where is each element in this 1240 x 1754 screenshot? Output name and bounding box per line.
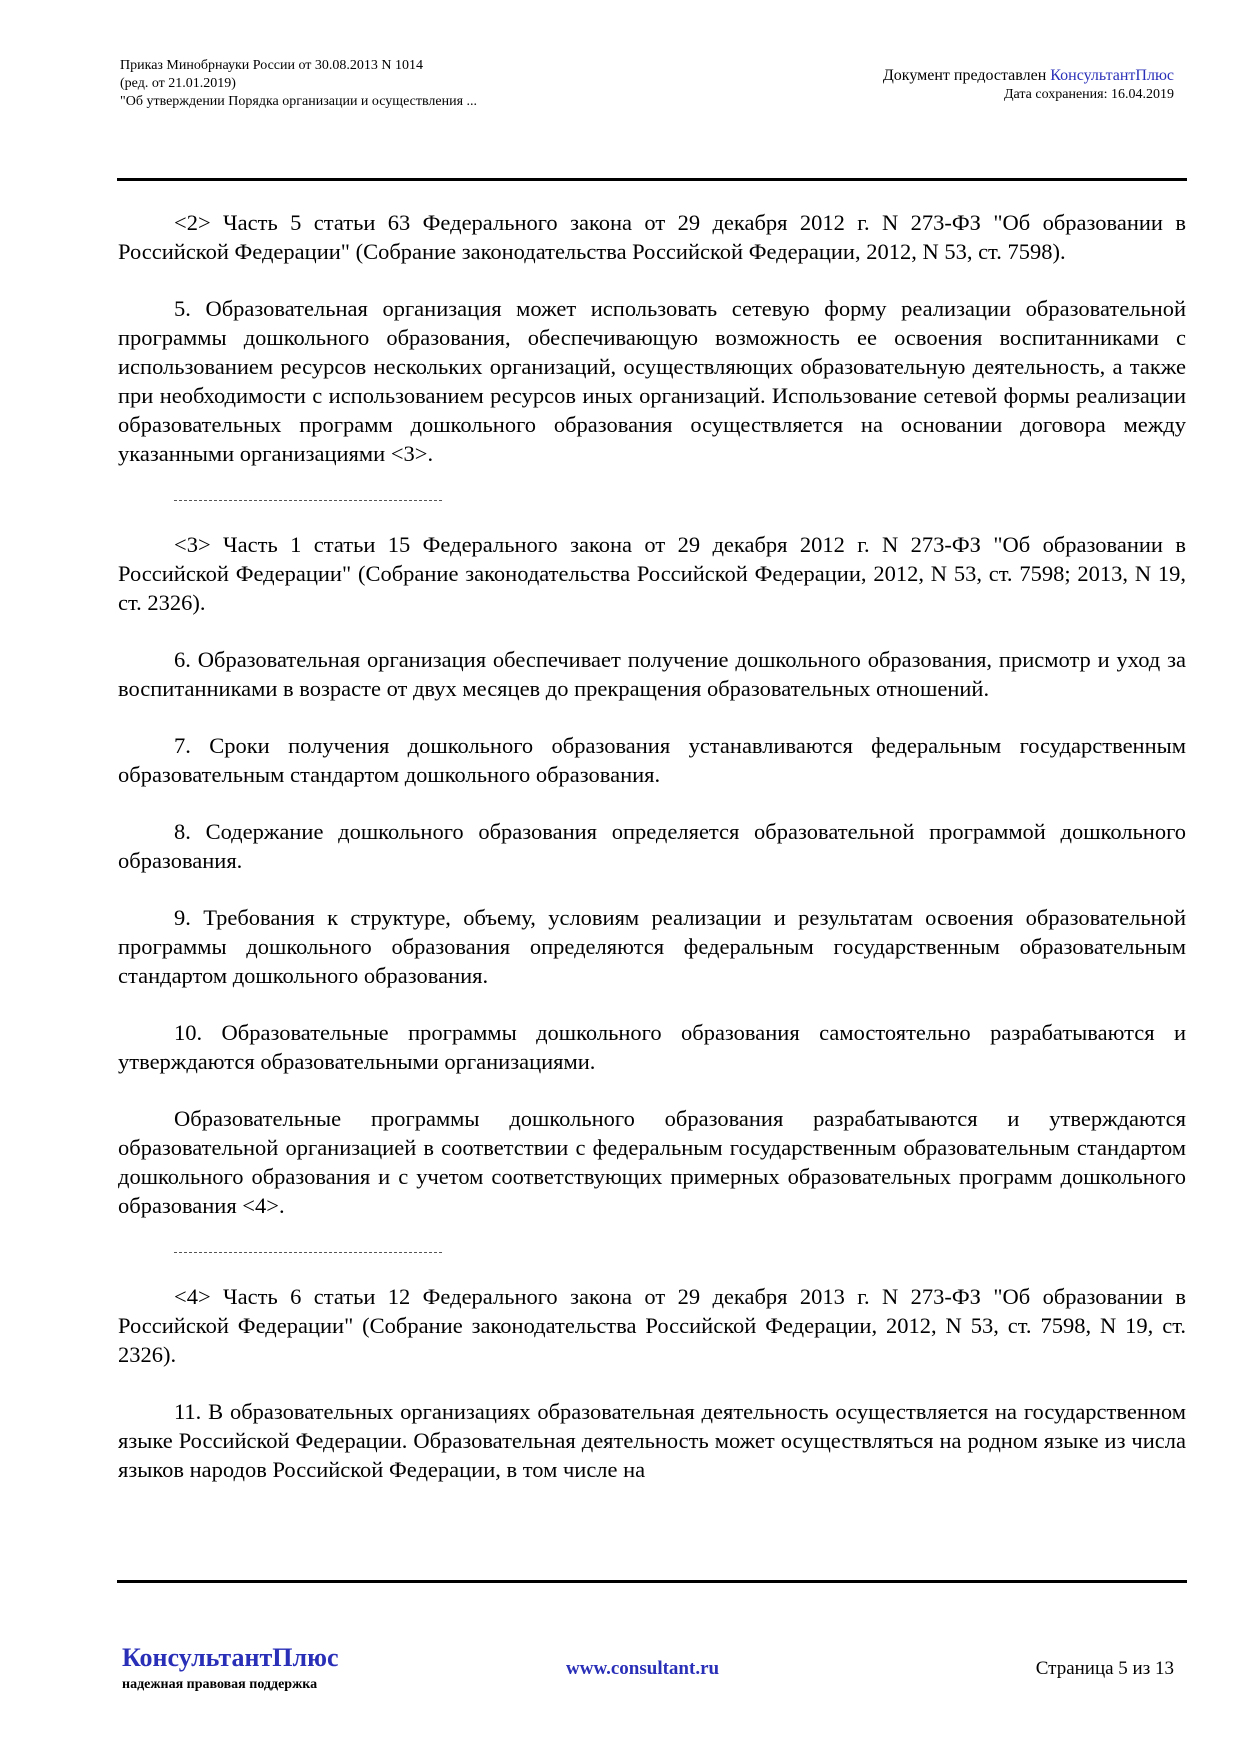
provider-info (883, 66, 1174, 104)
paragraph-8: 8. Содержание дошкольного образования определяется образовательной программой дошкольного образования. (118, 819, 1186, 873)
provider-link[interactable]: КонсультантПлюс (1050, 67, 1174, 84)
saved-date: Дата сохранения: 16.04.2019 (1003, 87, 1174, 102)
paragraph-10b: Образовательные программы дошкольного образования разрабатываются и утверждаются образовательной организацией в соответствии с федеральным государственным образовательным стандартом дошкольного образования и с учетом соответствующих примерных образовательных программ дошкольного образования <4>. (118, 1106, 1186, 1218)
paragraph-11: 11. В образовательных организациях образовательная деятельность осуществляется на государственном языке Российской Федерации. Образовательная деятельность может осуществляться на родном языке из числа языков народов Российской Федерации, в том числе на (118, 1399, 1186, 1482)
footer-divider (117, 1580, 1187, 1583)
footnote-4: <4> Часть 6 статьи 12 Федерального закона от 29 декабря 2013 г. N 273-ФЗ "Об образовании в Российской Федерации" (Собрание законодательства Российской Федерации, 2012, N 53, ст. 7598, N 19, ст. 2326). (118, 1284, 1186, 1367)
doc-title-line3: "Об утверждении Порядка организации и осуществления ... (120, 94, 478, 109)
paragraph-7: 7. Сроки получения дошкольного образования устанавливаются федеральным государственным образовательным стандартом дошкольного образования. (118, 733, 1186, 787)
website-link[interactable]: www.consultant.ru (566, 1658, 720, 1679)
header-divider (117, 178, 1187, 181)
paragraph-10: 10. Образовательные программы дошкольного образования самостоятельно разрабатываются и утверждаются образовательными организациями. (118, 1020, 1186, 1074)
footer-logo (122, 1643, 339, 1693)
footnote-2: <2> Часть 5 статьи 63 Федерального закона от 29 декабря 2012 г. N 273-ФЗ "Об образовании в Российской Федерации" (Собрание законодательства Российской Федерации, 2012, N 53, ст. 7598). (118, 210, 1186, 264)
paragraph-6: 6. Образовательная организация обеспечивает получение дошкольного образования, присмотр и уход за воспитанниками в возрасте от двух месяцев до прекращения образовательных отношений. (118, 647, 1186, 701)
provided-prefix: Документ предоставлен (882, 67, 1051, 84)
brand-name: КонсультантПлюс (122, 1643, 339, 1672)
footnote-3: <3> Часть 1 статьи 15 Федерального закона от 29 декабря 2012 г. N 273-ФЗ "Об образовании в Российской Федерации" (Собрание законодательства Российской Федерации, 2012, N 53, ст. 7598; 2013, N 19, ст. 2326). (118, 532, 1186, 615)
paragraph-9: 9. Требования к структуре, объему, условиям реализации и результатам освоения образовательной программы дошкольного образования определяются федеральным государственным образовательным стандартом дошкольного образования. (118, 905, 1186, 988)
provided-by (883, 66, 1174, 85)
doc-title-line2: (ред. от 21.01.2019) (120, 76, 236, 91)
document-header (120, 57, 640, 111)
document-body (118, 208, 1186, 1484)
page-number: Страница 5 из 13 (1035, 1658, 1174, 1679)
paragraph-5: 5. Образовательная организация может использовать сетевую форму реализации образовательной программы дошкольного образования, обеспечивающую возможность ее освоения воспитанниками с использованием ресурсов нескольких организаций, осуществляющих образовательную деятельность, а также при необходимости с использованием ресурсов иных организаций. Использование сетевой формы реализации образовательных программ дошкольного образования осуществляется на основании договора между указанными организациями <3>. (118, 296, 1186, 466)
doc-title-line1: Приказ Минобрнауки России от 30.08.2013 N 1014 (120, 58, 424, 73)
brand-tagline: надежная правовая поддержка (122, 1677, 318, 1692)
